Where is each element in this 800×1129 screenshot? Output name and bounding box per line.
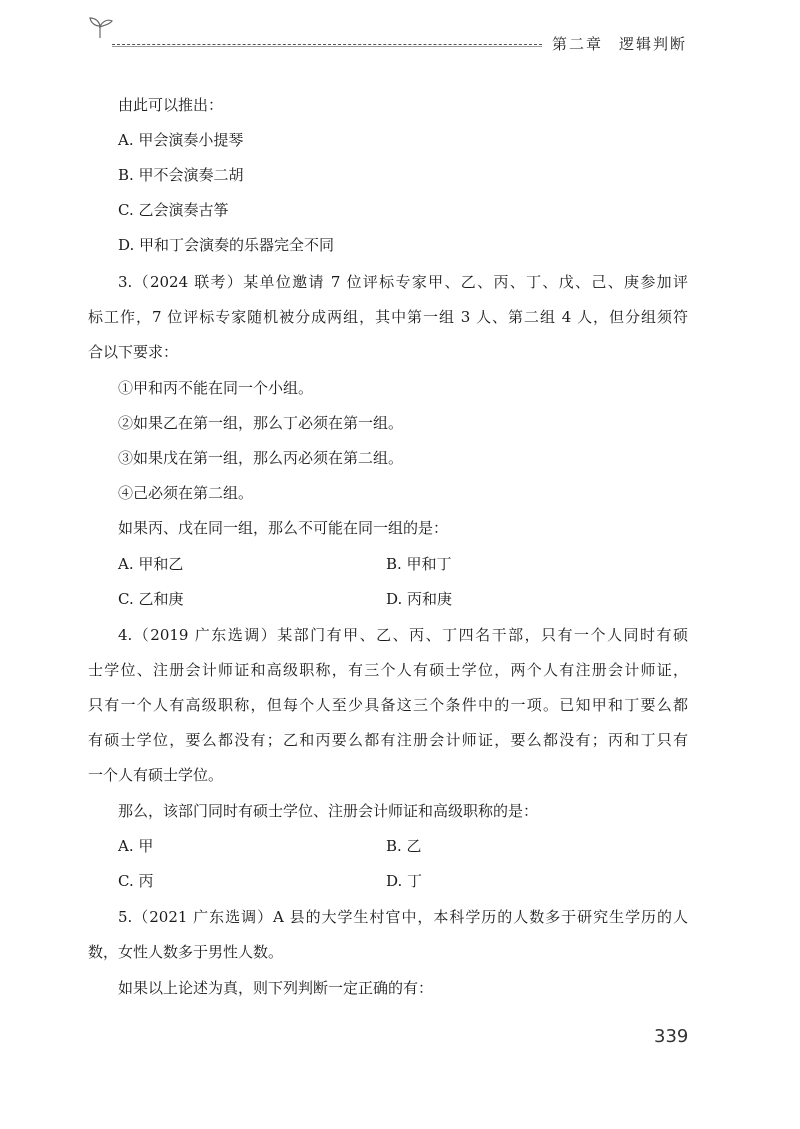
q2-option-b: B. 甲不会演奏二胡	[118, 166, 244, 184]
q5-prompt: 如果以上论述为真，则下列判断一定正确的有：	[118, 979, 434, 997]
q3-stem-line-2: 标工作，7 位评标专家随机被分成两组，其中第一组 3 人、第二组 4 人，但分组须符	[88, 308, 688, 326]
q2-option-a: A. 甲会演奏小提琴	[118, 131, 244, 149]
q2-option-d: D. 甲和丁会演奏的乐器完全不同	[118, 236, 335, 254]
q5-stem-line-2: 数，女性人数多于男性人数。	[88, 943, 284, 961]
q3-option-c: C. 乙和庚	[118, 590, 184, 608]
q3-stem-line-1: 3.（2024 联考）某单位邀请 7 位评标专家甲、乙、丙、丁、戊、己、庚参加评	[118, 273, 688, 291]
chapter-label: 第二章	[552, 35, 604, 53]
sprout-icon	[88, 16, 114, 40]
q4-stem-line-2: 士学位、注册会计师证和高级职称，有三个人有硕士学位，两个人有注册会计师证，	[88, 661, 688, 679]
q3-option-b: B. 甲和丁	[386, 555, 452, 573]
q2-prompt: 由此可以推出：	[118, 96, 224, 114]
q3-option-d: D. 丙和庚	[386, 590, 453, 608]
q2-option-c: C. 乙会演奏古筝	[118, 201, 229, 219]
q4-stem-line-4: 有硕士学位，要么都没有；乙和丙要么都有注册会计师证，要么都没有；丙和丁只有	[88, 731, 688, 749]
q4-stem-line-3: 只有一个人有高级职称，但每个人至少具备这三个条件中的一项。已知甲和丁要么都	[88, 696, 688, 714]
section-label: 逻辑判断	[619, 35, 688, 53]
q3-rule-1: ①甲和丙不能在同一个小组。	[118, 379, 314, 397]
page-header	[0, 0, 800, 60]
q3-rule-2: ②如果乙在第一组，那么丁必须在第一组。	[118, 414, 404, 432]
q3-stem-line-3: 合以下要求：	[88, 343, 179, 361]
q3-prompt: 如果丙、戊在同一组，那么不可能在同一组的是：	[118, 519, 449, 537]
header-rule-solid	[112, 46, 542, 47]
chapter-title	[552, 33, 687, 54]
q4-prompt: 那么，该部门同时有硕士学位、注册会计师证和高级职称的是：	[118, 802, 539, 820]
q4-option-d: D. 丁	[386, 872, 423, 890]
q4-option-b: B. 乙	[386, 837, 422, 855]
q4-stem-line-5: 一个人有硕士学位。	[88, 766, 224, 784]
q3-option-a: A. 甲和乙	[118, 555, 184, 573]
header-rule	[112, 44, 542, 45]
q5-stem-line-1: 5.（2021 广东选调）A 县的大学生村官中，本科学历的人数多于研究生学历的人	[118, 908, 688, 926]
q4-option-a: A. 甲	[118, 837, 154, 855]
q4-stem-line-1: 4.（2019 广东选调）某部门有甲、乙、丙、丁四名干部，只有一个人同时有硕	[118, 626, 688, 644]
q3-rule-3: ③如果戊在第一组，那么丙必须在第二组。	[118, 449, 404, 467]
q4-option-c: C. 丙	[118, 872, 154, 890]
page-number: 339	[654, 1026, 689, 1047]
q3-rule-4: ④己必须在第二组。	[118, 484, 254, 502]
